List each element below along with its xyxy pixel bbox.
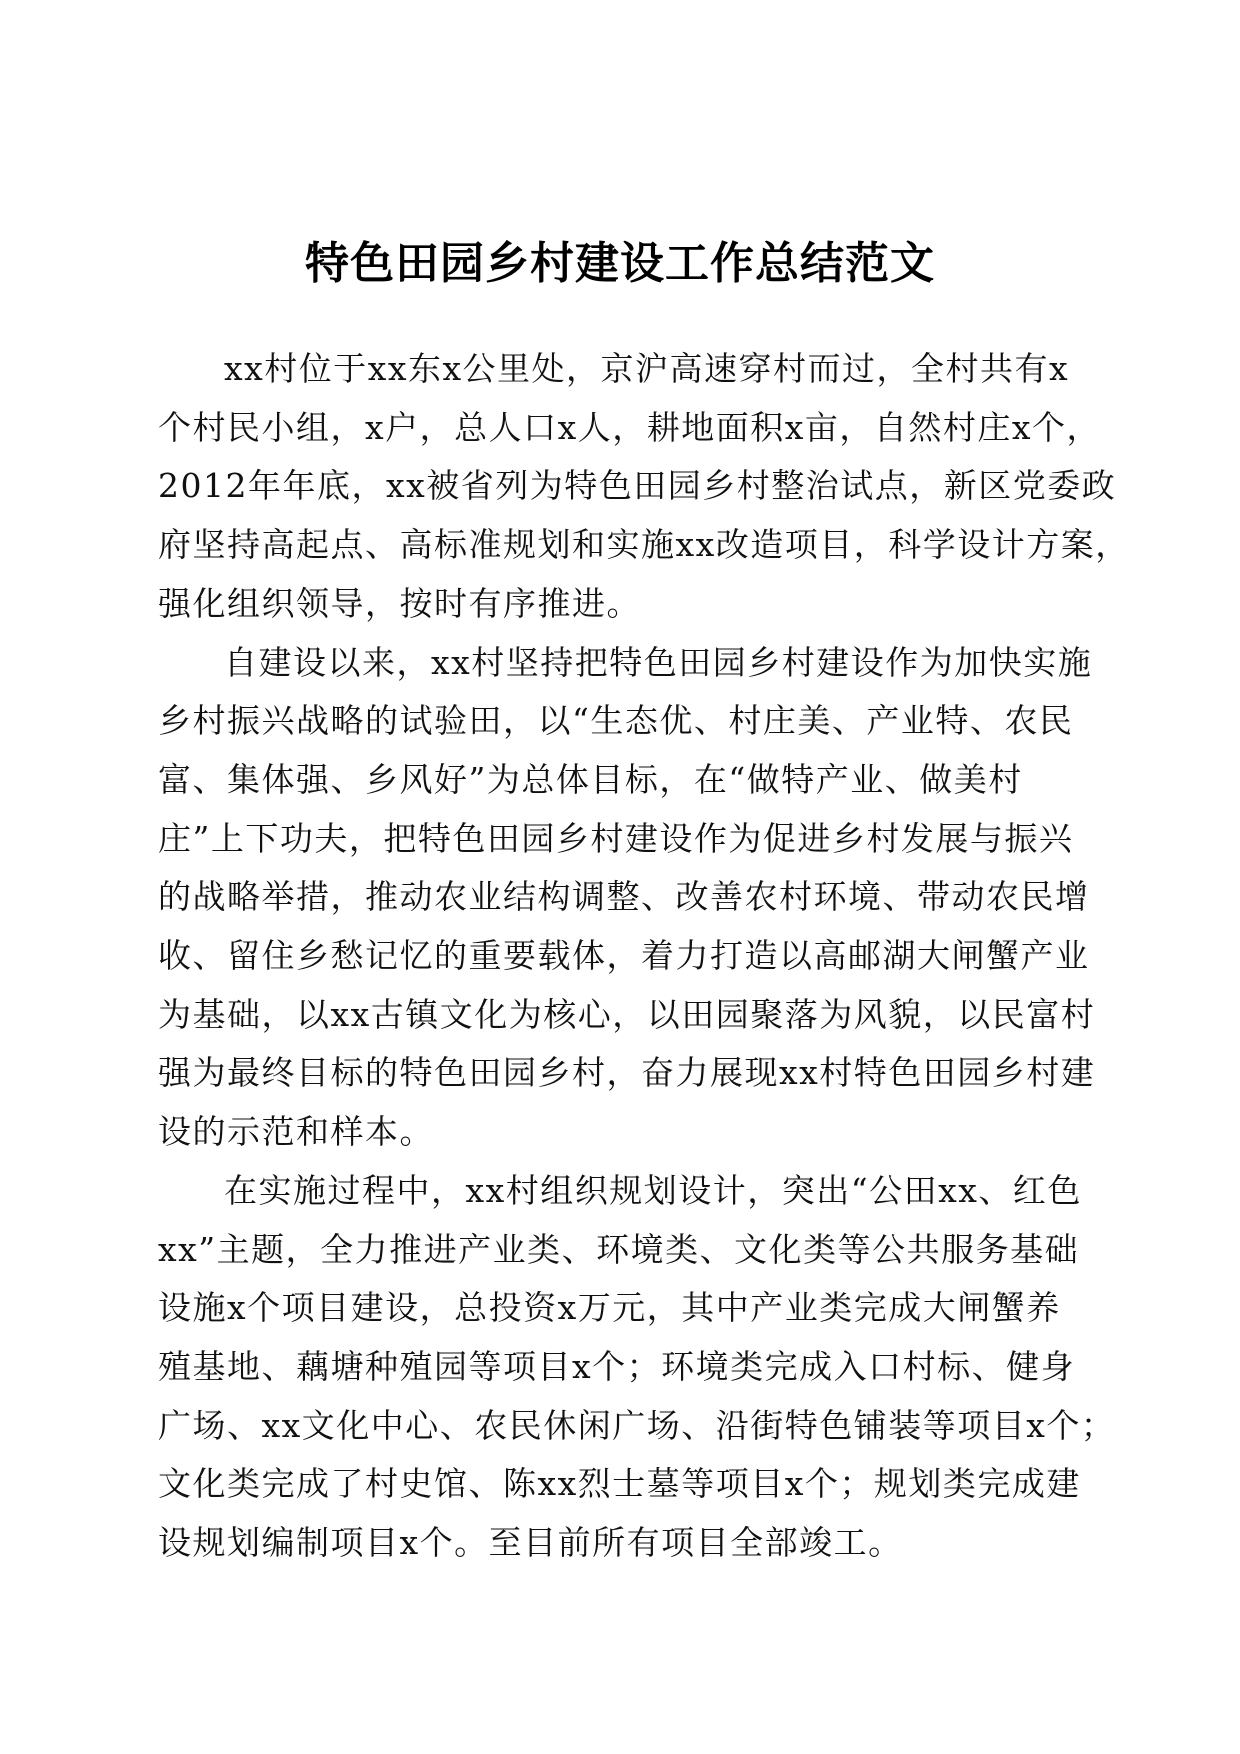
paragraph-line: 设施x个项目建设，总投资x万元，其中产业类完成大闸蟹养 bbox=[158, 1288, 1061, 1328]
paragraph-line: 府坚持高起点、高标准规划和实施xx改造项目，科学设计方案， bbox=[158, 525, 1130, 565]
paragraph-line: xx村位于xx东x公里处，京沪高速穿村而过，全村共有x bbox=[224, 349, 1070, 388]
paragraph-1 bbox=[158, 340, 1130, 634]
paragraph-line: 个村民小组，x户，总人口x人，耕地面积x亩，自然村庄x个， bbox=[158, 407, 1101, 447]
paragraph-line: 文化类完成了村史馆、陈xx烈士墓等项目x个；规划类完成建 bbox=[158, 1464, 1081, 1504]
paragraph-line: 的战略举措，推动农业结构调整、改善农村环境、带动农民增 bbox=[158, 877, 1090, 917]
paragraph-line: 收、留住乡愁记忆的重要载体，着力打造以高邮湖大闸蟹产业 bbox=[158, 936, 1090, 976]
paragraph-line: 庄”上下功夫，把特色田园乡村建设作为促进乡村发展与振兴 bbox=[158, 818, 1074, 858]
paragraph-2 bbox=[158, 634, 1096, 1162]
paragraph-line: 富、集体强、乡风好”为总体目标，在“做特产业、做美村 bbox=[158, 759, 1023, 799]
paragraph-line: 强为最终目标的特色田园乡村，奋力展现xx村特色田园乡村建 bbox=[158, 1053, 1096, 1093]
paragraph-line: 广场、xx文化中心、农民休闲广场、沿街特色铺装等项目x个； bbox=[158, 1405, 1116, 1445]
document-title: 特色田园乡村建设工作总结范文 bbox=[305, 238, 935, 289]
document-body bbox=[158, 340, 1130, 1573]
paragraph-line: 在实施过程中，xx村组织规划设计，突出“公田xx、红色 bbox=[224, 1170, 1082, 1210]
paragraph-line: 乡村振兴战略的试验田，以“生态优、村庄美、产业特、农民 bbox=[158, 701, 1074, 741]
paragraph-3 bbox=[158, 1162, 1116, 1573]
paragraph-line: 殖基地、藕塘种殖园等项目x个；环境类完成入口村标、健身 bbox=[158, 1346, 1076, 1386]
paragraph-line: xx”主题，全力推进产业类、环境类、文化类等公共服务基础 bbox=[158, 1229, 1080, 1269]
paragraph-line: 自建设以来，xx村坚持把特色田园乡村建设作为加快实施 bbox=[224, 642, 1093, 682]
paragraph-line: 设规划编制项目x个。至目前所有项目全部竣工。 bbox=[158, 1523, 903, 1563]
paragraph-line: 强化组织领导，按时有序推进。 bbox=[158, 583, 641, 623]
paragraph-line: 2012年年底，xx被省列为特色田园乡村整治试点，新区党委政 bbox=[158, 466, 1117, 506]
paragraph-line: 为基础，以xx古镇文化为核心，以田园聚落为风貌，以民富村 bbox=[158, 994, 1096, 1034]
paragraph-line: 设的示范和样本。 bbox=[158, 1112, 434, 1152]
